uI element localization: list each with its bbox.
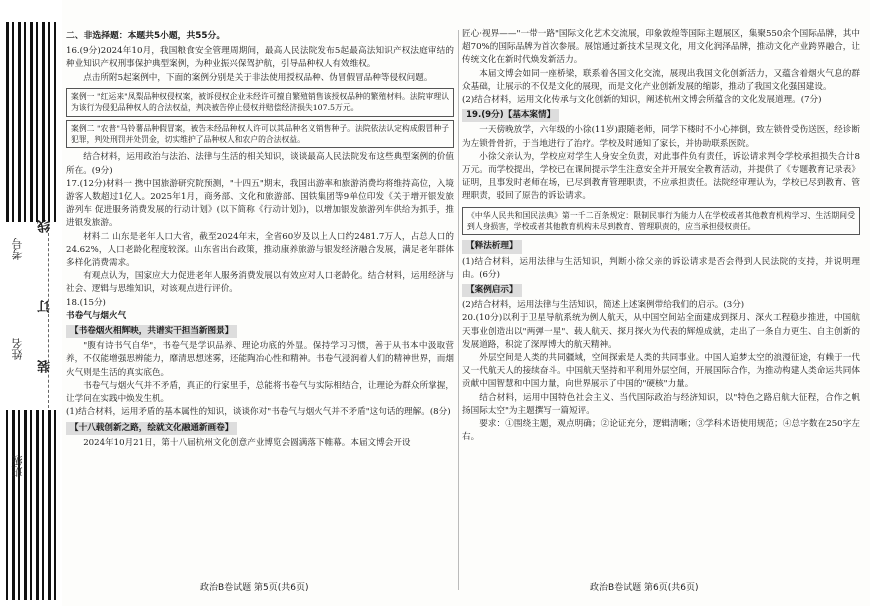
q18-para-1: "腹有诗书气自华"，书卷气是学识品养、理论功底的外显。保持学习习惯，善于从书本中汲取营养，不仅能增强思辨能力，靡清思想迷雾，还能陶冶心性和精神。书卷气浸润着人们的精神世界，而烟火气则是生活的真实底色。 bbox=[66, 341, 454, 378]
seal-char: 装 bbox=[38, 360, 53, 373]
q18-task-2: (2)结合材料，运用文化传承与文化创新的知识，阐述杭州文博会所蕴含的文化发展道理。(7分) bbox=[462, 95, 822, 106]
q16-intro-2: 点击所附5起案例中，下面的案例分别是关于非法使用授权品种、伪冒假冒品种等侵权问题。 bbox=[83, 72, 433, 83]
line-char: 线 bbox=[38, 220, 53, 233]
q20-task: 结合材料，运用中国特色社会主义、当代国际政治与经济知识，以"特色之路启航大征程，合作之帆扬国际太空"为主题撰写一篇短评。 bbox=[462, 392, 860, 416]
name-label: 姓名 bbox=[11, 338, 24, 360]
q17-material-1: 17.(12分)材料一 携中国旅游研究院预测，"十四五"期末，我国出游率和旅游消费均将维持高位，入境游客人数超过1亿人。2025年1月，商务部、文化和旅游部、国铁集团等9单位印发《关于增开银发旅游列车 促进服务消费发展的行动计划》(以下简称《行动计划》)，以增加银发旅游列车供给为抓手，推进银发旅游。 bbox=[66, 178, 454, 229]
q18-para-4: 本届文博会如同一座桥梁，联系着各国文化交流，展现出我国文化创新活力，又蕴含着烟火气息的群众基础，让展示的不仅是文化的展现，而是文化产业创新发展的缩影，推动了我国文化强国建设。 bbox=[462, 68, 860, 92]
q19-law-box: 《中华人民共和国民法典》第一千二百条规定：限制民事行为能力人在学校或者其他教育机构学习、生活期间受到人身损害，学校或者其他教育机构未尽到教育、管理职责的，应当承担侵权责任。 bbox=[462, 207, 860, 236]
q19-para-2: 小徐父亲认为，学校应对学生人身安全负责，对此事件负有责任，诉讼请求判令学校承担损失合计8万元。而学校提出，学校已在课间提示学生注意安全并开展安全教育活动，并提供了《专题教育记录表》证明，且事发时老师在场，已尽到教育管理职责，不应承担责任。法院经审理认为，学校已尽到教育、管理职责，驳回了原告的诉讼请求。 bbox=[462, 151, 860, 202]
q18-tag-1: 【书卷烟火相辉映，共谱实干担当新图景】 bbox=[66, 325, 237, 338]
q19-task-2: (2)结合材料，运用法律与生活知识，简述上述案例带给我们的启示。(3分) bbox=[462, 300, 745, 311]
q16-case-box-1: 案例一 "红运来"凤梨品种权侵权案，被诉侵权企业未经许可擅自繁殖销售该授权品种的繁殖材料。法院审理认为该行为侵犯品种权人的合法权益，判决被告停止侵权并赔偿经济损失107.5万元。 bbox=[66, 88, 454, 117]
q18-continued: 匠心·视界——"一带一路"国际文化艺术交流展，印象敦煌等国际主题展区，集聚550余个国际品牌，其中超70%的国际品牌为首次参展。展馆通过新技术呈现文化，用文化润泽品牌，推动文化产业跨界融合，让传统文化在新时代焕发新活力。 bbox=[462, 29, 860, 66]
q20-para-1: 外层空间是人类的共同疆域，空间探索是人类的共同事业。中国人追梦太空的浪漫征途，有赖于一代又一代航天人的接续奋斗。中国航天坚持和平利用外层空间，开展国际合作，为推动构建人类命运共同体贡献中国智慧和中国力量，向世界展示了中国的"硬核"力量。 bbox=[462, 353, 860, 390]
q20-head: 20.(10分)以利于卫星导航系统为例人航天，从中国空间站全面建成到探月、深火工程稳步推进，中国航天事业创造出以"两弹一星"、载人航天、探月探火为代表的辉煌成就，走出了一条自力更生、自主创新的发展道路，积淀了深厚博大的航天精神。 bbox=[462, 313, 860, 350]
q17-task: 有观点认为，国家应大力促进老年人服务消费发展以有效应对人口老龄化。结合材料，运用经济与社会、逻辑与思维知识，对该观点进行评价。 bbox=[66, 271, 454, 295]
q18-tag-2: 【十八载创新之路，绘就文化融通新画卷】 bbox=[66, 422, 237, 435]
binding-margin bbox=[0, 0, 62, 606]
page-divider bbox=[458, 30, 459, 590]
page-5 bbox=[66, 28, 454, 450]
page-6 bbox=[462, 28, 860, 445]
q18-para-2: 书卷气与烟火气并不矛盾，真正的行家里手，总能将书卷气与实际相结合，让理论为群众所掌握，让学问在实践中焕发生机。 bbox=[66, 380, 454, 405]
q20-requirements: 要求：①围绕主题，观点明确；②论证充分，逻辑清晰；③学科术语使用规范；④总字数在250字左右。 bbox=[462, 419, 860, 443]
q16-task: 结合材料，运用政治与法治、法律与生活的相关知识，谈谈最高人民法院发布这些典型案例的价值所在。(9分) bbox=[66, 152, 454, 176]
q18-para-3: 2024年10月21日，第十八届杭州文化创意产业博览会圆满落下帷幕。本届文博会开设 bbox=[83, 437, 411, 448]
footer-page-6: 政治B卷试题 第6页(共6页) bbox=[590, 583, 699, 593]
q19-para-1: 一天傍晚放学，六年级的小徐(11岁)跟随老师，同学下楼时不小心摔倒，致左锁骨受伤送医，经诊断为左锁骨骨折，于当地进行了治疗。学校及时通知了家长，并协助联系医院。 bbox=[462, 125, 860, 149]
q17-material-2: 材料二 山东是老年人口大省，截至2024年末，全省60岁及以上人口约2481.7万人，占总人口的24.62%，人口老龄化程度较深。山东省出台政策，推动康养旅游与银发经济融合发展，满足老年群体多样化消费需求。 bbox=[66, 231, 454, 269]
q18-task-1: (1)结合材料，运用矛盾的基本属性的知识，谈谈你对"书卷气与烟火气并不矛盾"这句话的理解。(8分) bbox=[66, 407, 451, 418]
bind-char: 订 bbox=[38, 300, 53, 313]
barcode-stripes-bottom bbox=[6, 410, 56, 600]
q19-tag-2: 【案例启示】 bbox=[462, 284, 522, 297]
barcode-stripes-top bbox=[6, 22, 56, 222]
footer-page-5: 政治B卷试题 第5页(共6页) bbox=[200, 583, 309, 593]
q19-tag-1: 【释法析理】 bbox=[462, 240, 522, 253]
binding-dash-line bbox=[48, 228, 49, 408]
q19-head: 19.(9分)【基本案情】 bbox=[462, 109, 559, 122]
q19-task-1: (1)结合材料，运用法律与生活知识，判断小徐父亲的诉讼请求是否会得到人民法院的支持，并说明理由。(6分) bbox=[462, 256, 860, 280]
q18-head: 18.(15分) bbox=[66, 297, 106, 308]
q16-case-box-2: 案例二 "农普"马铃薯品种假冒案，被告未经品种权人许可以其品种名义销售种子。法院依法认定构成假冒种子犯罪，判处刑罚并处罚金，切实维护了品种权人和农户的合法权益。 bbox=[66, 120, 454, 149]
class-label: 班级 bbox=[11, 455, 24, 477]
exam-no-label: 考号 bbox=[11, 238, 24, 260]
q18-subtitle: 书卷气与烟火气 bbox=[66, 310, 127, 321]
q16-intro: 16.(9分)2024年10月，我国粮食安全管理周期间，最高人民法院发布5起最高法知识产权法庭审结的种业知识产权刑事保护典型案例，为种业振兴保驾护航，引导品种权人有效维权。 bbox=[66, 46, 454, 70]
section-title: 二、非选择题：本题共5小题，共55分。 bbox=[66, 31, 226, 41]
